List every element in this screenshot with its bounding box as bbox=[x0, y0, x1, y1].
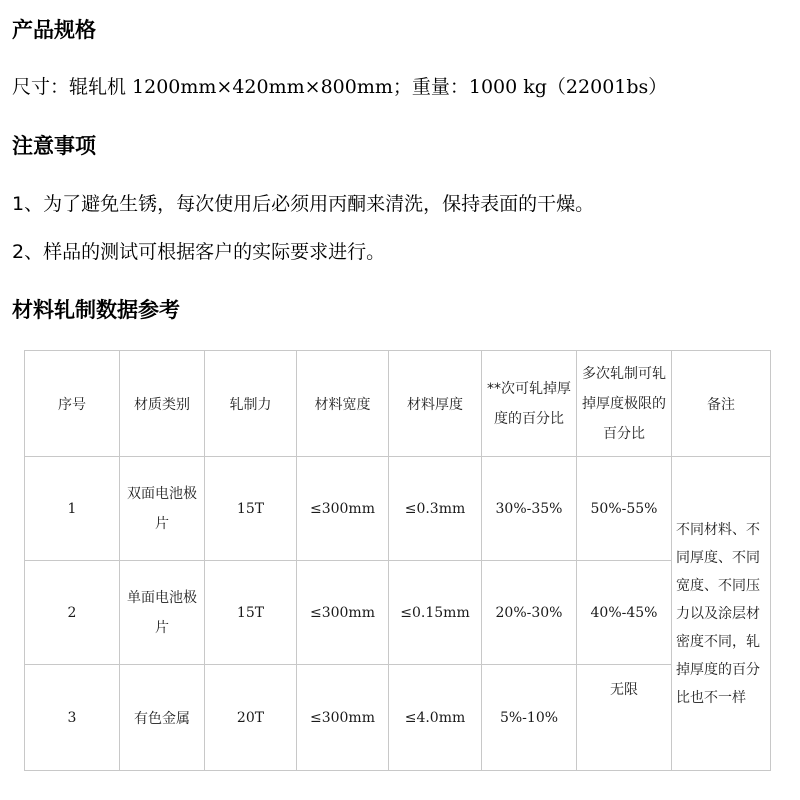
size-weight-line: 尺寸：辊轧机 1200mm×420mm×800mm；重量：1000 kg（22001bs） bbox=[12, 76, 668, 98]
cell-force: 20T bbox=[205, 665, 297, 771]
cell-thickness: ≤0.3mm bbox=[389, 457, 482, 561]
col-header-width: 材料宽度 bbox=[297, 351, 389, 457]
cell-multi-pass-pct: 无限 bbox=[577, 665, 672, 771]
reference-heading: 材料轧制数据参考 bbox=[12, 298, 180, 322]
cell-width: ≤300mm bbox=[297, 457, 389, 561]
cell-material: 单面电池极片 bbox=[120, 561, 205, 665]
cell-multi-pass-pct: 40%-45% bbox=[577, 561, 672, 665]
cell-single-pass-pct: 20%-30% bbox=[482, 561, 577, 665]
table-header-row bbox=[25, 351, 771, 457]
cell-width: ≤300mm bbox=[297, 665, 389, 771]
cell-single-pass-pct: 5%-10% bbox=[482, 665, 577, 771]
col-header-remark: 备注 bbox=[672, 351, 771, 457]
cell-material: 双面电池极片 bbox=[120, 457, 205, 561]
cell-no: 1 bbox=[25, 457, 120, 561]
cell-thickness: ≤0.15mm bbox=[389, 561, 482, 665]
table-row bbox=[25, 457, 771, 561]
col-header-single-pass-pct: **次可轧掉厚度的百分比 bbox=[482, 351, 577, 457]
cell-force: 15T bbox=[205, 457, 297, 561]
col-header-force: 轧制力 bbox=[205, 351, 297, 457]
cell-material: 有色金属 bbox=[120, 665, 205, 771]
cell-thickness: ≤4.0mm bbox=[389, 665, 482, 771]
table-row bbox=[25, 561, 771, 665]
cell-no: 3 bbox=[25, 665, 120, 771]
cell-force: 15T bbox=[205, 561, 297, 665]
col-header-thickness: 材料厚度 bbox=[389, 351, 482, 457]
col-header-material: 材质类别 bbox=[120, 351, 205, 457]
table-row bbox=[25, 665, 771, 771]
col-header-no: 序号 bbox=[25, 351, 120, 457]
cell-multi-pass-pct: 50%-55% bbox=[577, 457, 672, 561]
col-header-multi-pass-pct: 多次轧制可轧掉厚度极限的百分比 bbox=[577, 351, 672, 457]
note-item-2: 2、样品的测试可根据客户的实际要求进行。 bbox=[12, 241, 386, 263]
spec-heading: 产品规格 bbox=[12, 18, 96, 42]
cell-no: 2 bbox=[25, 561, 120, 665]
rolling-data-table bbox=[24, 350, 771, 771]
notes-heading: 注意事项 bbox=[12, 134, 96, 158]
cell-remark: 不同材料、不同厚度、不同宽度、不同压力以及涂层材密度不同，轧掉厚度的百分比也不一样 bbox=[672, 457, 771, 771]
cell-width: ≤300mm bbox=[297, 561, 389, 665]
cell-single-pass-pct: 30%-35% bbox=[482, 457, 577, 561]
note-item-1: 1、为了避免生锈，每次使用后必须用丙酮来清洗，保持表面的干燥。 bbox=[12, 193, 595, 215]
